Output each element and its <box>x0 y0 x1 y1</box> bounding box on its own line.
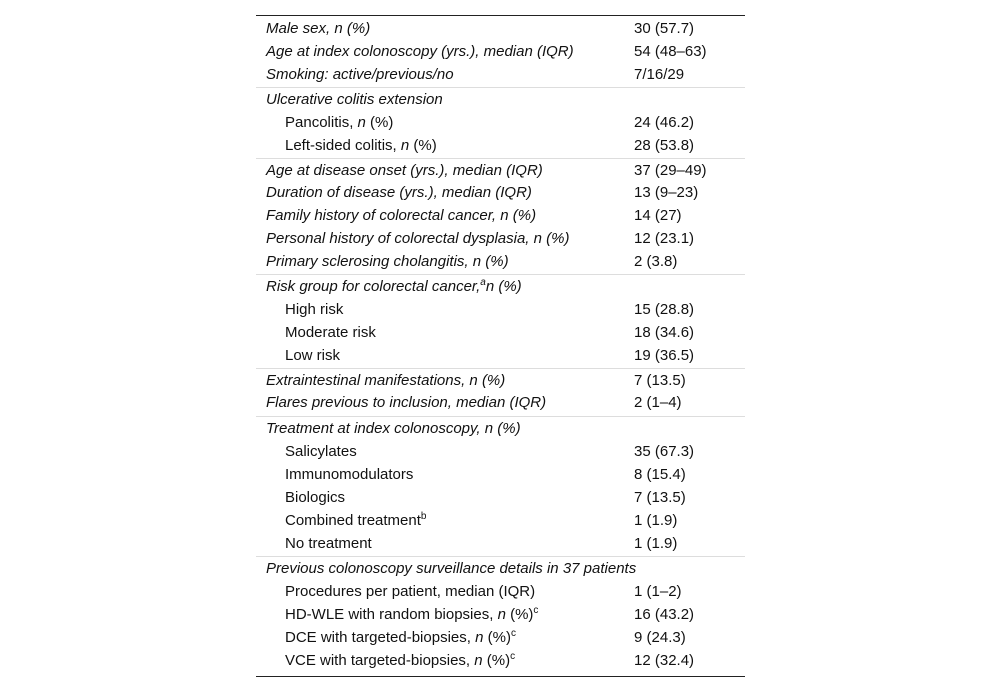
table-row <box>256 603 745 626</box>
table-row <box>256 204 745 227</box>
row-label <box>285 603 538 626</box>
characteristics-table <box>256 15 745 677</box>
n-symbol: n <box>474 652 483 669</box>
row-value: 12 (23.1) <box>634 230 695 247</box>
label-text: VCE with targeted-biopsies, <box>285 652 475 669</box>
row-value: 54 (48–63) <box>634 43 707 60</box>
row-label: Ulcerative colitis extension <box>266 91 443 108</box>
row-value: 16 (43.2) <box>634 606 695 623</box>
row-value: 15 (28.8) <box>634 301 695 318</box>
label-text: (%) <box>505 606 534 623</box>
label-text: Risk group for colorectal cancer, <box>266 278 481 295</box>
table-row <box>256 486 745 509</box>
label-text: HD-WLE with random biopsies, <box>285 606 498 623</box>
row-label <box>285 134 437 157</box>
table-row <box>256 134 745 157</box>
row-label: Previous colonoscopy surveillance details in 37 patients <box>266 560 637 577</box>
table-row <box>256 391 745 414</box>
label-text: Combined treatment <box>285 512 421 529</box>
table-row <box>256 17 745 40</box>
table-row <box>256 649 745 672</box>
row-value: 1 (1.9) <box>634 535 678 552</box>
n-symbol: n <box>497 606 506 623</box>
row-value: 37 (29–49) <box>634 162 707 179</box>
row-value: 18 (34.6) <box>634 324 695 341</box>
row-value: 13 (9–23) <box>634 184 699 201</box>
table-row <box>256 532 745 555</box>
n-symbol: n <box>400 137 410 154</box>
table-row <box>256 63 745 86</box>
row-label: No treatment <box>285 535 372 552</box>
row-label: Extraintestinal manifestations, n (%) <box>266 372 506 389</box>
row-label: Biologics <box>285 489 346 506</box>
label-text: DCE with targeted-biopsies, <box>285 629 476 646</box>
n-symbol: n <box>357 114 366 131</box>
row-value: 9 (24.3) <box>634 629 686 646</box>
row-label: Personal history of colorectal dysplasia, n (%) <box>266 230 570 247</box>
table-row <box>256 321 745 344</box>
row-label: Low risk <box>285 347 341 364</box>
row-label <box>285 509 426 532</box>
row-label: Age at disease onset (yrs.), median (IQR) <box>266 162 543 179</box>
label-text: (%) <box>365 114 394 131</box>
table-row <box>256 250 745 273</box>
table-row-group-header <box>256 274 745 298</box>
row-value: 8 (15.4) <box>634 466 686 483</box>
row-value: 2 (3.8) <box>634 253 678 270</box>
row-label <box>285 111 393 134</box>
row-value: 19 (36.5) <box>634 347 695 364</box>
row-value: 30 (57.7) <box>634 20 695 37</box>
table-row <box>256 298 745 321</box>
row-label: Salicylates <box>285 443 357 460</box>
row-label: Immunomodulators <box>285 466 414 483</box>
label-text: (%) <box>483 629 511 646</box>
row-label: Male sex, n (%) <box>266 20 371 37</box>
row-label: Age at index colonoscopy (yrs.), median (IQR) <box>266 43 574 60</box>
label-text: (%) <box>409 137 437 154</box>
table-row <box>256 626 745 649</box>
table-row <box>256 440 745 463</box>
row-label <box>266 275 522 298</box>
row-label: Primary sclerosing cholangitis, n (%) <box>266 253 509 270</box>
table-row <box>256 227 745 250</box>
row-value: 1 (1–2) <box>634 583 682 600</box>
table-row-group-header <box>256 416 745 440</box>
row-value: 1 (1.9) <box>634 512 678 529</box>
row-label <box>285 626 516 649</box>
footnote-marker: c <box>510 628 516 639</box>
footnote-marker: c <box>533 605 539 616</box>
row-value: 7/16/29 <box>634 66 685 83</box>
table-row <box>256 158 745 182</box>
footnote-marker: a <box>480 277 486 288</box>
row-value: 12 (32.4) <box>634 652 695 669</box>
label-text: Pancolitis, <box>285 114 358 131</box>
row-value: 7 (13.5) <box>634 372 686 389</box>
table-row <box>256 509 745 532</box>
table-row <box>256 181 745 204</box>
table-row <box>256 111 745 134</box>
row-value: 28 (53.8) <box>634 137 695 154</box>
row-label: Flares previous to inclusion, median (IQR) <box>266 394 547 411</box>
label-text: Left-sided colitis, <box>285 137 401 154</box>
row-label: Duration of disease (yrs.), median (IQR) <box>266 184 532 201</box>
table-row-group-header <box>256 556 745 580</box>
row-value: 35 (67.3) <box>634 443 695 460</box>
n-symbol: n <box>475 629 484 646</box>
table-row <box>256 368 745 392</box>
table-row <box>256 463 745 486</box>
row-label: Treatment at index colonoscopy, n (%) <box>266 420 521 437</box>
row-label: Smoking: active/previous/no <box>266 66 454 83</box>
row-label: Procedures per patient, median (IQR) <box>285 583 536 600</box>
footnote-marker: c <box>510 651 516 662</box>
table-row <box>256 40 745 63</box>
row-value: 2 (1–4) <box>634 394 682 411</box>
table-row-group-header <box>256 87 745 111</box>
label-text: n (%) <box>485 278 522 295</box>
row-label <box>285 649 515 672</box>
table-row <box>256 344 745 367</box>
row-value: 24 (46.2) <box>634 114 695 131</box>
label-text: (%) <box>482 652 511 669</box>
row-value: 7 (13.5) <box>634 489 686 506</box>
row-label: Moderate risk <box>285 324 376 341</box>
row-value: 14 (27) <box>634 207 682 224</box>
row-label: Family history of colorectal cancer, n (%) <box>266 207 537 224</box>
row-label: High risk <box>285 301 344 318</box>
footnote-marker: b <box>420 511 427 522</box>
table-row <box>256 580 745 603</box>
